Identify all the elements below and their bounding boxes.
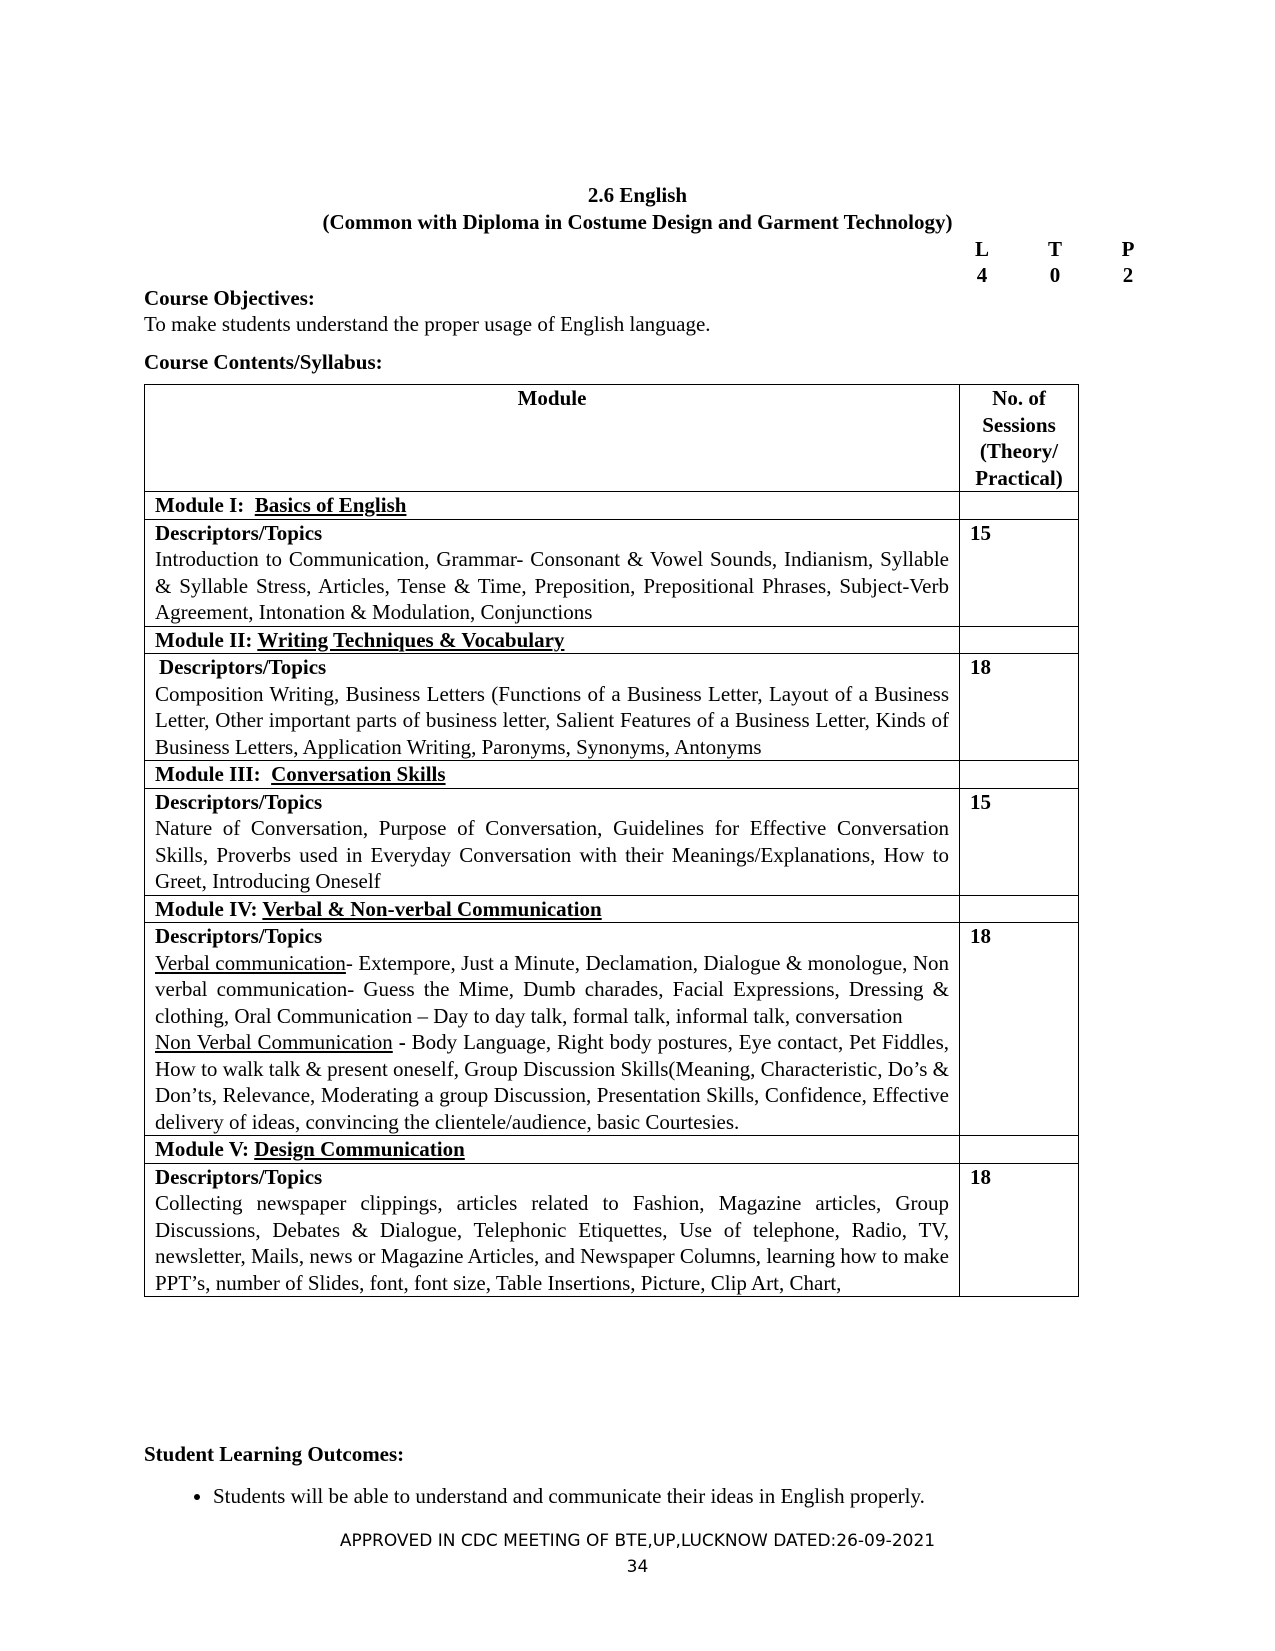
module-prefix: Module IV:	[155, 896, 258, 921]
ltp-labels	[970, 236, 1140, 262]
sessions-header-line: (Theory/	[979, 439, 1059, 463]
sessions-column-header	[960, 385, 1079, 492]
ltp-values	[970, 262, 1140, 288]
module-title	[145, 895, 960, 923]
module-title-row	[145, 895, 1079, 923]
module-column-header	[145, 385, 960, 492]
ltp-label-t: T	[1047, 237, 1062, 261]
nonverbal-dash: -	[392, 1030, 412, 1054]
approval-footer: APPROVED IN CDC MEETING OF BTE,UP,LUCKNOW DATED:26-09-2021	[339, 1531, 936, 1551]
module-topics: Introduction to Communication, Grammar- Consonant & Vowel Sounds, Indianism, Syllable & Syllable Stress, Articles, Tense & Time, Preposition, Prepositional Phrases, Subject-Verb Agreement, Intonation & Modulation, Conjunctions	[155, 547, 949, 624]
module-title-row	[145, 626, 1079, 654]
page-number: 34	[626, 1557, 649, 1577]
nonverbal-paragraph	[155, 1029, 949, 1135]
nonverbal-topics: Body Language, Right body postures, Eye contact, Pet Fiddles, How to walk talk & present oneself, Group Discussion Skills(Meaning, Characteristic, Do’s & Don’ts, Relevance, Moderating a group Discussion, Presentation Skills, Confidence, Effective delivery of ideas, convincing the clientele/audience, basic Courtesies.	[155, 1030, 949, 1134]
empty-cell	[960, 895, 1079, 923]
descriptors-label: Descriptors/Topics	[155, 520, 323, 545]
module-name: Writing Techniques & Vocabulary	[257, 627, 565, 652]
sessions-header-line: Sessions	[982, 412, 1056, 437]
module-topics: Composition Writing, Business Letters (Functions of a Business Letter, Layout of a Business Letter, Other important parts of business letter, Salient Features of a Business Letter, Kinds of Business Letters, Application Writing, Paronyms, Synonyms, Antonyms	[155, 681, 949, 759]
outcome-item: • Students will be able to understand and communicate their ideas in English properly.	[213, 1484, 925, 1509]
module-content	[145, 788, 960, 895]
module-title	[145, 492, 960, 520]
verbal-topics: - Extempore, Just a Minute, Declamation, Dialogue & monologue, Non verbal communication- Guess the Mime, Dumb charades, Facial Expressions, Dressing & clothing, Oral Communication – Day to day talk, formal talk, informal talk, conversation	[155, 950, 949, 1028]
course-subtitle: (Common with Diploma in Costume Design and Garment Technology)	[322, 210, 953, 234]
module-content-row	[145, 788, 1079, 895]
empty-cell	[960, 1136, 1079, 1164]
descriptors-label: Descriptors/Topics	[155, 924, 323, 948]
session-count: 18	[960, 654, 1079, 761]
verbal-paragraph	[155, 950, 949, 1030]
module-prefix: Module III:	[155, 762, 261, 786]
objectives-text: To make students understand the proper usage of English language.	[144, 312, 711, 336]
syllabus-table	[144, 384, 1079, 1297]
module-content-row	[145, 923, 1079, 1136]
module-title-row	[145, 1136, 1079, 1164]
session-count: 15	[960, 519, 1079, 626]
ltp-value-l: 4	[976, 263, 988, 287]
module-name: Conversation Skills	[271, 762, 446, 786]
module-topics: Collecting newspaper clippings, articles related to Fashion, Magazine articles, Group Discussions, Debates & Dialogue, Telephonic Etiquettes, Use of telephone, Radio, TV, newsletter, Mails, news or Magazine Articles, and Newspaper Columns, learning how to make PPT’s, number of Slides, font, font size, Table Insertions, Picture, Clip Art, Chart,	[155, 1191, 949, 1295]
module-content-row	[145, 519, 1079, 626]
module-prefix: Module V:	[155, 1137, 249, 1161]
nonverbal-label: Non Verbal Communication	[155, 1030, 393, 1054]
sessions-header-line: No. of	[992, 386, 1046, 410]
module-content	[145, 519, 960, 626]
descriptors-label: Descriptors/Topics	[155, 1164, 323, 1189]
ltp-label-l: L	[974, 237, 989, 261]
table-header-row	[145, 385, 1079, 492]
outcomes-list	[175, 1484, 925, 1509]
empty-cell	[960, 626, 1079, 654]
empty-cell	[960, 492, 1079, 520]
sessions-header-line: Practical)	[975, 465, 1063, 490]
module-content	[145, 1163, 960, 1297]
session-count: 18	[960, 1163, 1079, 1297]
ltp-value-p: 2	[1122, 263, 1134, 287]
module-title-row	[145, 492, 1079, 520]
ltp-label-p: P	[1121, 237, 1135, 261]
module-name: Verbal & Non-verbal Communication	[262, 896, 602, 921]
ltp-block	[970, 236, 1140, 288]
module-content	[145, 654, 960, 761]
syllabus-heading: Course Contents/Syllabus:	[144, 350, 383, 374]
module-content-row	[145, 1163, 1079, 1297]
session-count: 18	[960, 923, 1079, 1136]
module-content	[145, 923, 960, 1136]
course-title: 2.6 English	[587, 183, 688, 207]
outcomes-heading: Student Learning Outcomes:	[144, 1442, 405, 1466]
module-column-label: Module	[517, 386, 587, 410]
ltp-value-t: 0	[1049, 263, 1061, 287]
empty-cell	[960, 761, 1079, 789]
module-topics: Nature of Conversation, Purpose of Conversation, Guidelines for Effective Conversation Skills, Proverbs used in Everyday Conversation with their Meanings/Explanations, How to Greet, Introducing Oneself	[155, 816, 949, 893]
module-name: Design Communication	[254, 1137, 465, 1161]
module-content-row	[145, 654, 1079, 761]
module-prefix: Module I:	[155, 493, 245, 517]
module-title	[145, 761, 960, 789]
module-title	[145, 626, 960, 654]
session-count: 15	[960, 788, 1079, 895]
verbal-label: Verbal communication	[155, 950, 346, 975]
module-title	[145, 1136, 960, 1164]
module-prefix: Module II:	[155, 627, 253, 652]
descriptors-label: Descriptors/Topics	[159, 655, 327, 679]
objectives-heading: Course Objectives:	[144, 286, 315, 310]
module-title-row	[145, 761, 1079, 789]
descriptors-label: Descriptors/Topics	[155, 789, 323, 814]
module-name: Basics of English	[254, 493, 407, 517]
